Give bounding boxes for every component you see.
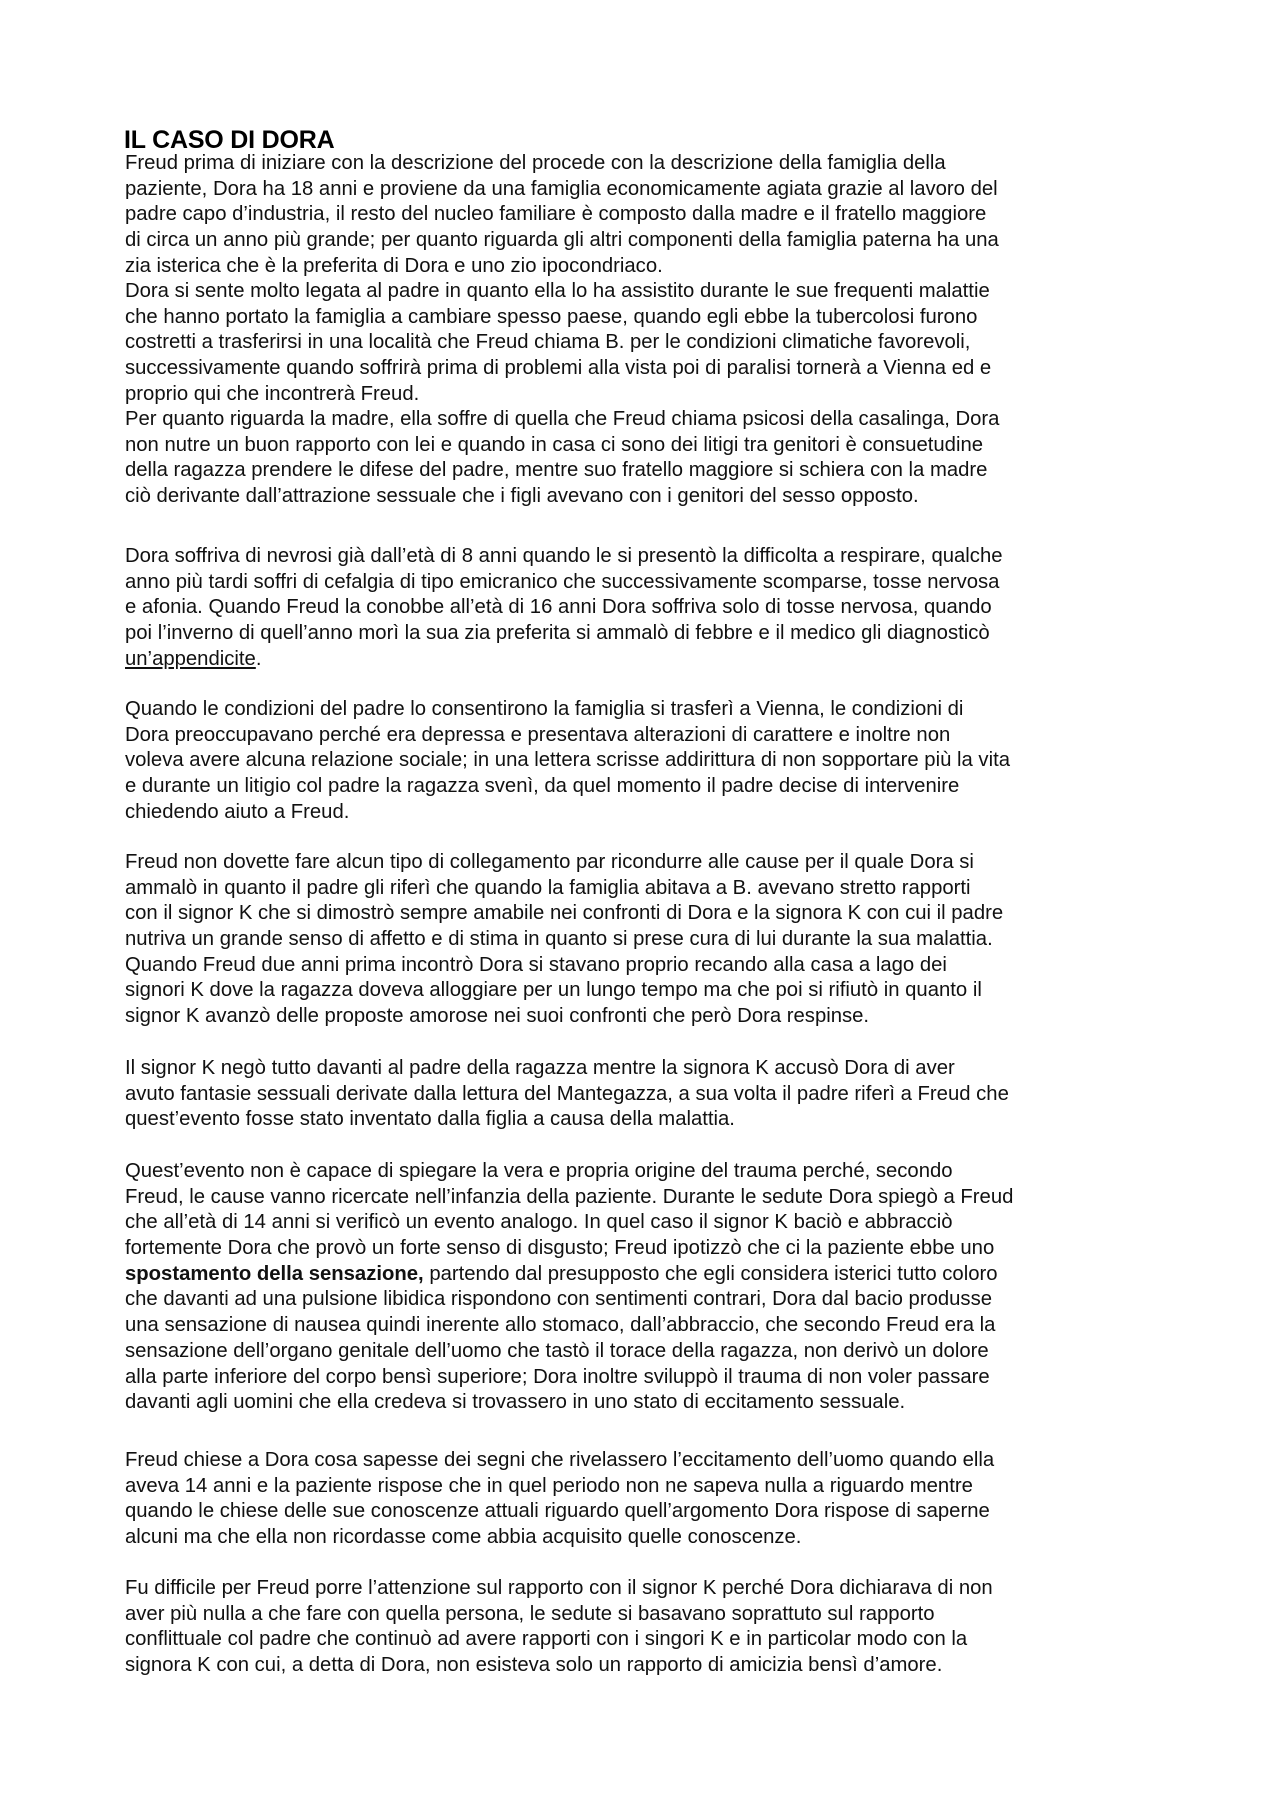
text-line: anno più tardi soffri di cefalgia di tipo emicranico che successivamente scomparse, tosse nervosa bbox=[125, 570, 1000, 593]
text-line: poi l’inverno di quell’anno morì la sua zia preferita si ammalò di febbre e il medico gli diagnosticò bbox=[125, 622, 990, 645]
paragraph-conflict bbox=[125, 1576, 1185, 1679]
text-line: con il signor K che si dimostrò sempre amabile nei confronti di Dora e la signora K con cui il padre bbox=[125, 902, 1004, 925]
paragraph-family-background bbox=[125, 151, 1185, 279]
text-line: una sensazione di nausea quindi inerente allo stomaco, dall’abbraccio, che secondo Freud era la bbox=[125, 1314, 996, 1337]
text-line: Dora si sente molto legata al padre in quanto ella lo ha assistito durante le sue frequenti malattie bbox=[125, 280, 990, 302]
paragraph-trauma-origin bbox=[125, 1159, 1185, 1416]
text-line: davanti agli uomini che ella credeva si trovassero in uno stato di eccitamento sessuale. bbox=[125, 1391, 906, 1414]
text-fragment: . bbox=[255, 647, 262, 670]
paragraph-father-relation bbox=[125, 279, 1185, 407]
text-line: costretti a trasferirsi in una località che Freud chiama B. per le condizioni climatiche favorevoli, bbox=[125, 331, 971, 354]
text-line: Quando Freud due anni prima incontrò Dora si stavano proprio recando alla casa a lago dei bbox=[125, 953, 947, 976]
text-line: alla parte inferiore del corpo bensì superiore; Dora inoltre sviluppò il trauma di non voler passare bbox=[125, 1365, 990, 1388]
text-line: signori K dove la ragazza doveva alloggiare per un lungo tempo ma che poi si rifiutò in quanto il bbox=[125, 979, 982, 1002]
paragraph-signs-question bbox=[125, 1448, 1185, 1551]
bold-term: spostamento della sensazione, bbox=[125, 1262, 424, 1285]
text-line: Fu difficile per Freud porre l’attenzione sul rapporto con il signor K perché Dora dichiarava di non bbox=[125, 1577, 993, 1599]
paragraph-mother-relation bbox=[125, 407, 1185, 510]
text-line: ammalò in quanto il padre gli riferì che quando la famiglia abitava a B. avevano stretto rapporti bbox=[125, 876, 971, 899]
paragraph-move-to-vienna bbox=[125, 697, 1185, 825]
text-line: paziente, Dora ha 18 anni e proviene da una famiglia economicamente agiata grazie al lavoro del bbox=[125, 177, 998, 200]
text-line: ciò derivante dall’attrazione sessuale che i figli avevano con i genitori del sesso opposto. bbox=[125, 485, 919, 508]
text-line: successivamente quando soffrirà prima di problemi alla vista poi di paralisi tornerà a Vienna ed e bbox=[125, 357, 992, 380]
text-line: Dora soffriva di nevrosi già dall’età di 8 anni quando le si presentò la difficolta a respirare, qualche bbox=[125, 545, 1003, 567]
text-line: che davanti ad una pulsione libidica rispondono con sentimenti contrari, Dora dal bacio produsse bbox=[125, 1288, 992, 1311]
text-line: della ragazza prendere le difese del padre, mentre suo fratello maggiore si schiera con la madre bbox=[125, 459, 988, 482]
text-line bbox=[125, 647, 1185, 673]
text-line: sensazione dell’organo genitale dell’uomo che tastò il torace della ragazza, non derivò un dolore bbox=[125, 1339, 989, 1362]
text-line: e durante un litigio col padre la ragazza svenì, da quel momento il padre decise di intervenire bbox=[125, 775, 960, 798]
text-line: di circa un anno più grande; per quanto riguarda gli altri componenti della famiglia paterna ha una bbox=[125, 229, 999, 252]
text-line: quest’evento fosse stato inventato dalla figlia a causa della malattia. bbox=[125, 1108, 735, 1131]
text-line: non nutre un buon rapporto con lei e quando in casa ci sono dei litigi tra genitori è consuetudine bbox=[125, 433, 984, 456]
text-line: fortemente Dora che provò un forte senso di disgusto; Freud ipotizzò che ci la paziente ebbe uno bbox=[125, 1237, 995, 1260]
text-line: Quest’evento non è capace di spiegare la vera e propria origine del trauma perché, secondo bbox=[125, 1160, 953, 1182]
text-line: voleva avere alcuna relazione sociale; in una lettera scrisse addirittura di non sopportare più la vita bbox=[125, 749, 1010, 772]
text-line: alcuni ma che ella non ricordasse come abbia acquisito quelle conoscenze. bbox=[125, 1526, 802, 1549]
text-line: Freud, le cause vanno ricercate nell’infanzia della paziente. Durante le sedute Dora spiegò a Freud bbox=[125, 1185, 1014, 1208]
text-line: Freud non dovette fare alcun tipo di collegamento par ricondurre alle cause per il quale Dora si bbox=[125, 851, 974, 873]
text-fragment: partendo dal presupposto che egli considera isterici tutto coloro bbox=[423, 1262, 998, 1285]
underlined-term: un’appendicite bbox=[125, 647, 256, 670]
paragraph-denial bbox=[125, 1056, 1185, 1133]
text-line: che all’età di 14 anni si verificò un evento analogo. In quel caso il signor K baciò e abbracciò bbox=[125, 1211, 953, 1234]
paragraph-neurosis-history bbox=[125, 544, 1185, 672]
text-line: padre capo d’industria, il resto del nucleo familiare è composto dalla madre e il fratello maggiore bbox=[125, 203, 987, 226]
text-line: che hanno portato la famiglia a cambiare spesso paese, quando egli ebbe la tubercolosi furono bbox=[125, 305, 978, 328]
text-line: proprio qui che incontrerà Freud. bbox=[125, 382, 420, 405]
text-line: aver più nulla a che fare con quella persona, le sedute si basavano soprattuto sul rapporto bbox=[125, 1602, 935, 1625]
text-line: aveva 14 anni e la paziente rispose che in quel periodo non ne sapeva nulla a riguardo mentre bbox=[125, 1474, 973, 1497]
text-line bbox=[125, 1262, 1185, 1288]
text-line: Quando le condizioni del padre lo consentirono la famiglia si trasferì a Vienna, le condizioni di bbox=[125, 698, 964, 720]
text-line: signor K avanzò delle proposte amorose nei suoi confronti che però Dora respinse. bbox=[125, 1005, 870, 1028]
text-line: avuto fantasie sessuali derivate dalla lettura del Mantegazza, a sua volta il padre riferì a Freud che bbox=[125, 1082, 1009, 1105]
text-line: Il signor K negò tutto davanti al padre della ragazza mentre la signora K accusò Dora di aver bbox=[125, 1057, 955, 1079]
text-line: conflittuale col padre che continuò ad avere rapporti con i singori K e in particolar modo con la bbox=[125, 1628, 968, 1651]
text-line: quando le chiese delle sue conoscenze attuali riguardo quell’argomento Dora rispose di saperne bbox=[125, 1500, 990, 1523]
text-line: nutriva un grande senso di affetto e di stima in quanto si prese cura di lui durante la sua malattia. bbox=[125, 928, 993, 951]
text-line: signora K con cui, a detta di Dora, non esisteva solo un rapporto di amicizia bensì d’amore. bbox=[125, 1654, 943, 1677]
text-line: chiedendo aiuto a Freud. bbox=[125, 800, 350, 823]
text-line: Dora preoccupavano perché era depressa e presentava alterazioni di carattere e inoltre non bbox=[125, 723, 951, 746]
paragraph-signor-k bbox=[125, 850, 1185, 1030]
text-line: Freud prima di iniziare con la descrizione del procede con la descrizione della famiglia della bbox=[125, 152, 946, 174]
text-line: zia isterica che è la preferita di Dora e uno zio ipocondriaco. bbox=[125, 254, 663, 277]
text-line: Freud chiese a Dora cosa sapesse dei segni che rivelassero l’eccitamento dell’uomo quando ella bbox=[125, 1449, 995, 1471]
document-title: IL CASO DI DORA bbox=[124, 126, 335, 154]
text-line: e afonia. Quando Freud la conobbe all’età di 16 anni Dora soffriva solo di tosse nervosa, quando bbox=[125, 596, 992, 619]
text-line: Per quanto riguarda la madre, ella soffre di quella che Freud chiama psicosi della casalinga, Dora bbox=[125, 408, 1000, 430]
